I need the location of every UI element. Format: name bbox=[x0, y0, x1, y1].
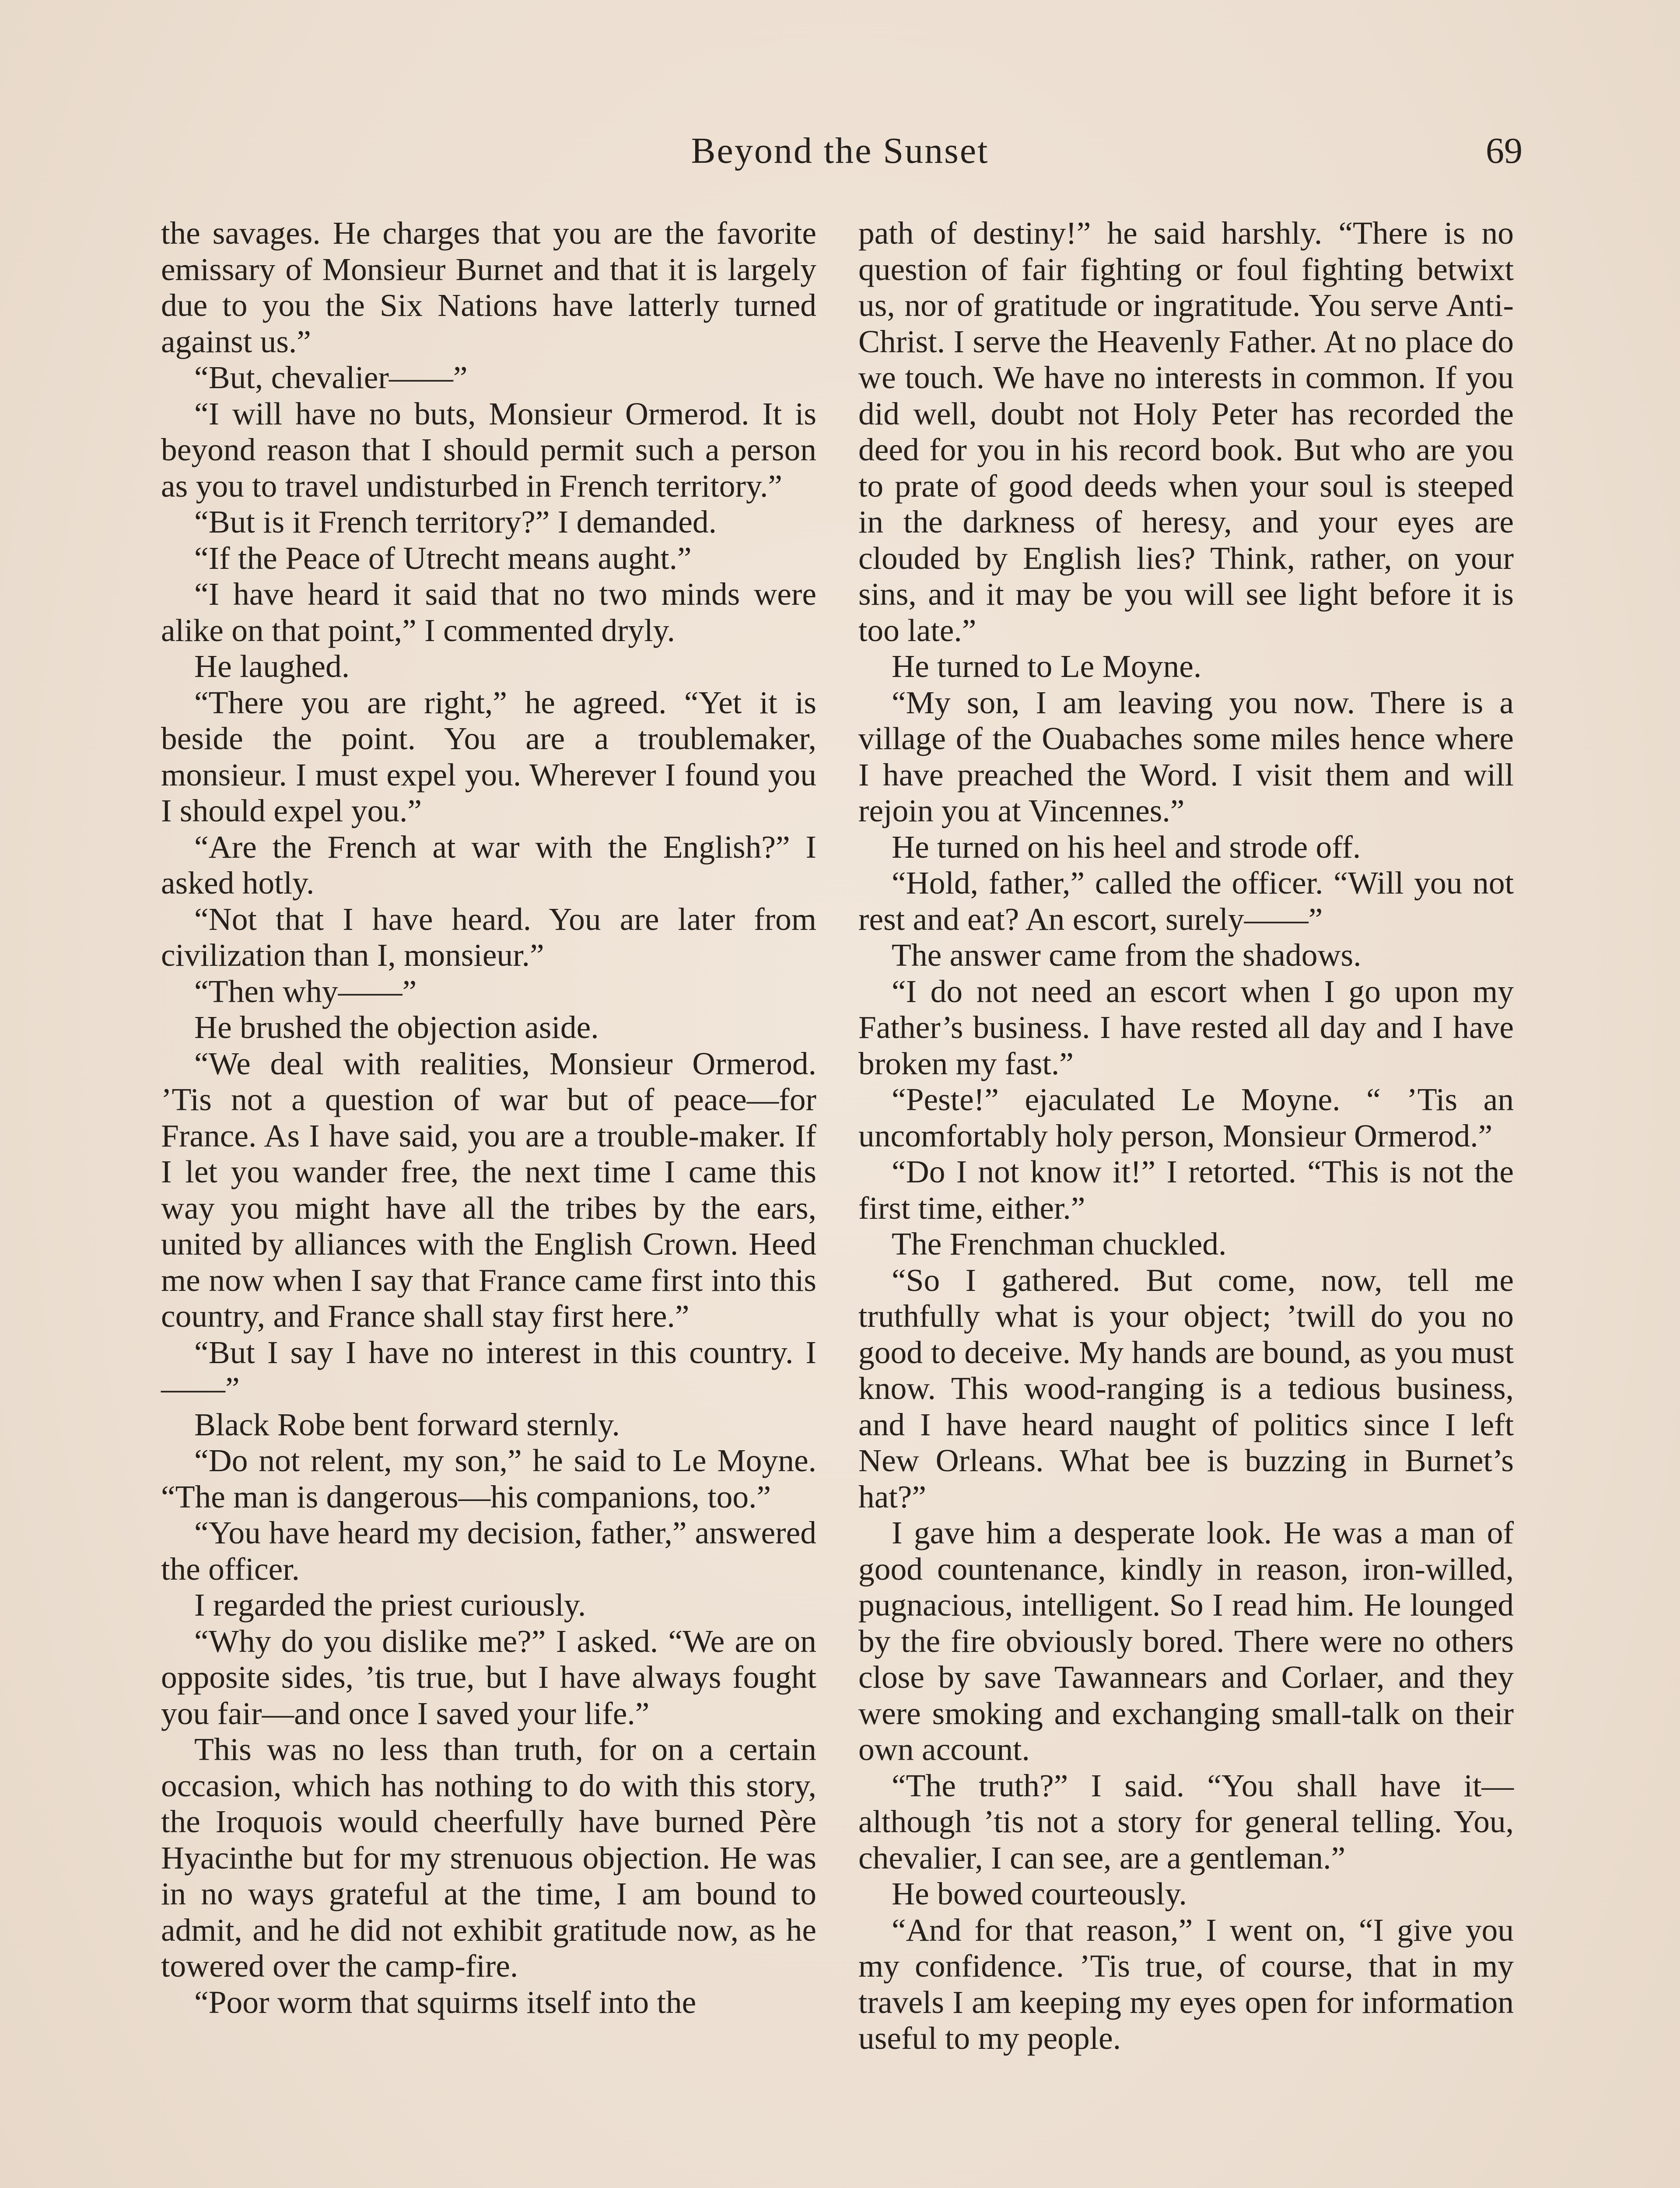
paragraph: “If the Peace of Utrecht means aught.” bbox=[194, 540, 692, 576]
running-head bbox=[158, 127, 1522, 175]
paragraph: He turned to Le Moyne. bbox=[892, 649, 1202, 684]
paragraph: “But I say I have no interest in this country. I——” bbox=[161, 1334, 816, 1406]
paragraph: He bowed courteously. bbox=[892, 1876, 1187, 1911]
right-column bbox=[858, 215, 1514, 2057]
paragraph: “But, chevalier——” bbox=[194, 360, 468, 395]
paragraph: The answer came from the shadows. bbox=[892, 937, 1362, 973]
paragraph: the savages. He charges that you are the favorite emissary of Monsieur Burnet and that it is largely due to you the Six Nations have latterly turned against us.” bbox=[161, 215, 816, 359]
paragraph: “I have heard it said that no two minds were alike on that point,” I commented dryly. bbox=[161, 576, 816, 648]
paragraph: “I do not need an escort when I go upon my Father’s business. I have rested all day and I have broken my fast.” bbox=[858, 973, 1514, 1081]
paragraph: “Not that I have heard. You are later from civilization than I, monsieur.” bbox=[161, 901, 816, 973]
paragraph: “So I gathered. But come, now, tell me truthfully what is your object; ’twill do you no good to deceive. My hands are bound, as you must know. This wood-ranging is a tedious business, and I have heard naught of politics since I left New Orleans. What bee is buzzing in Burnet’s hat?” bbox=[858, 1262, 1514, 1515]
paragraph: I gave him a desperate look. He was a man of good countenance, kindly in reason, iron-willed, pugnacious, intelligent. So I read him. He lounged by the fire obviously bored. There were no others close by save Tawannears and Corlaer, and they were smoking and exchanging small-talk on their own account. bbox=[858, 1515, 1514, 1767]
paragraph: “Do not relent, my son,” he said to Le Moyne. “The man is dangerous—his companions, too.” bbox=[161, 1443, 816, 1515]
paragraph: “Then why——” bbox=[194, 973, 417, 1009]
paragraph: He brushed the objection aside. bbox=[194, 1010, 599, 1045]
paragraph: “You have heard my decision, father,” answered the officer. bbox=[161, 1515, 816, 1587]
paragraph: “Why do you dislike me?” I asked. “We are on opposite sides, ’tis true, but I have always fought you fair—and once I saved your life.” bbox=[161, 1623, 816, 1731]
page-number: 69 bbox=[1486, 130, 1522, 171]
paragraph: “The truth?” I said. “You shall have it—although ’tis not a story for general telling. You, chevalier, I can see, are a gentleman.” bbox=[858, 1767, 1514, 1876]
paragraph: “Do I not know it!” I retorted. “This is not the first time, either.” bbox=[858, 1154, 1514, 1226]
paragraph: Black Robe bent forward sternly. bbox=[194, 1406, 620, 1442]
paragraph: The Frenchman chuckled. bbox=[892, 1226, 1227, 1262]
running-title: Beyond the Sunset bbox=[691, 130, 989, 171]
paragraph: “There you are right,” he agreed. “Yet it is beside the point. You are a troublemaker, monsieur. I must expel you. Wherever I found you I should expel you.” bbox=[161, 684, 816, 828]
paragraph: “Poor worm that squirms itself into the bbox=[194, 1984, 696, 2020]
paragraph: “We deal with realities, Monsieur Ormerod. ’Tis not a question of war but of peace—for France. As I have said, you are a trouble-maker. If I let you wander free, the next time I came this way you might have all the tribes by the ears, united by alliances with the English Crown. Heed me now when I say that France came first into this country, and France shall stay first here.” bbox=[161, 1045, 816, 1334]
paragraph: He laughed. bbox=[194, 649, 350, 684]
left-column bbox=[161, 215, 816, 2020]
paragraph: “Peste!” ejaculated Le Moyne. “ ’Tis an uncomfortably holy person, Monsieur Ormerod.” bbox=[858, 1082, 1514, 1154]
paragraph: I regarded the priest curiously. bbox=[194, 1587, 586, 1623]
paragraph: “Hold, father,” called the officer. “Will you not rest and eat? An escort, surely——” bbox=[858, 865, 1514, 937]
paragraph: “Are the French at war with the English?” I asked hotly. bbox=[161, 829, 816, 901]
paragraph: He turned on his heel and strode off. bbox=[892, 829, 1361, 865]
paragraph: “And for that reason,” I went on, “I give you my confidence. ’Tis true, of course, that in my travels I am keeping my eyes open for information useful to my people. bbox=[858, 1912, 1514, 2056]
paragraph: “My son, I am leaving you now. There is a village of the Ouabaches some miles hence where I have preached the Word. I visit them and will rejoin you at Vincennes.” bbox=[858, 684, 1514, 828]
paragraph: “I will have no buts, Monsieur Ormerod. It is beyond reason that I should permit such a person as you to travel undisturbed in French territory.” bbox=[161, 396, 816, 504]
paragraph: “But is it French territory?” I demanded. bbox=[194, 504, 717, 540]
paragraph: path of destiny!” he said harshly. “There is no question of fair fighting or foul fighting betwixt us, nor of gratitude or ingratitude. You serve Anti-Christ. I serve the Heavenly Father. At no place do we touch. We have no interests in common. If you did well, doubt not Holy Peter has recorded the deed for you in his record book. But who are you to prate of good deeds when your soul is steeped in the darkness of heresy, and your eyes are clouded by English lies? Think, rather, on your sins, and it may be you will see light before it is too late.” bbox=[858, 215, 1514, 648]
paragraph: This was no less than truth, for on a certain occasion, which has nothing to do with this story, the Iroquois would cheerfully have burned Père Hyacinthe but for my strenuous objection. He was in no ways grateful at the time, I am bound to admit, and he did not exhibit gratitude now, as he towered over the camp-fire. bbox=[161, 1732, 816, 1984]
